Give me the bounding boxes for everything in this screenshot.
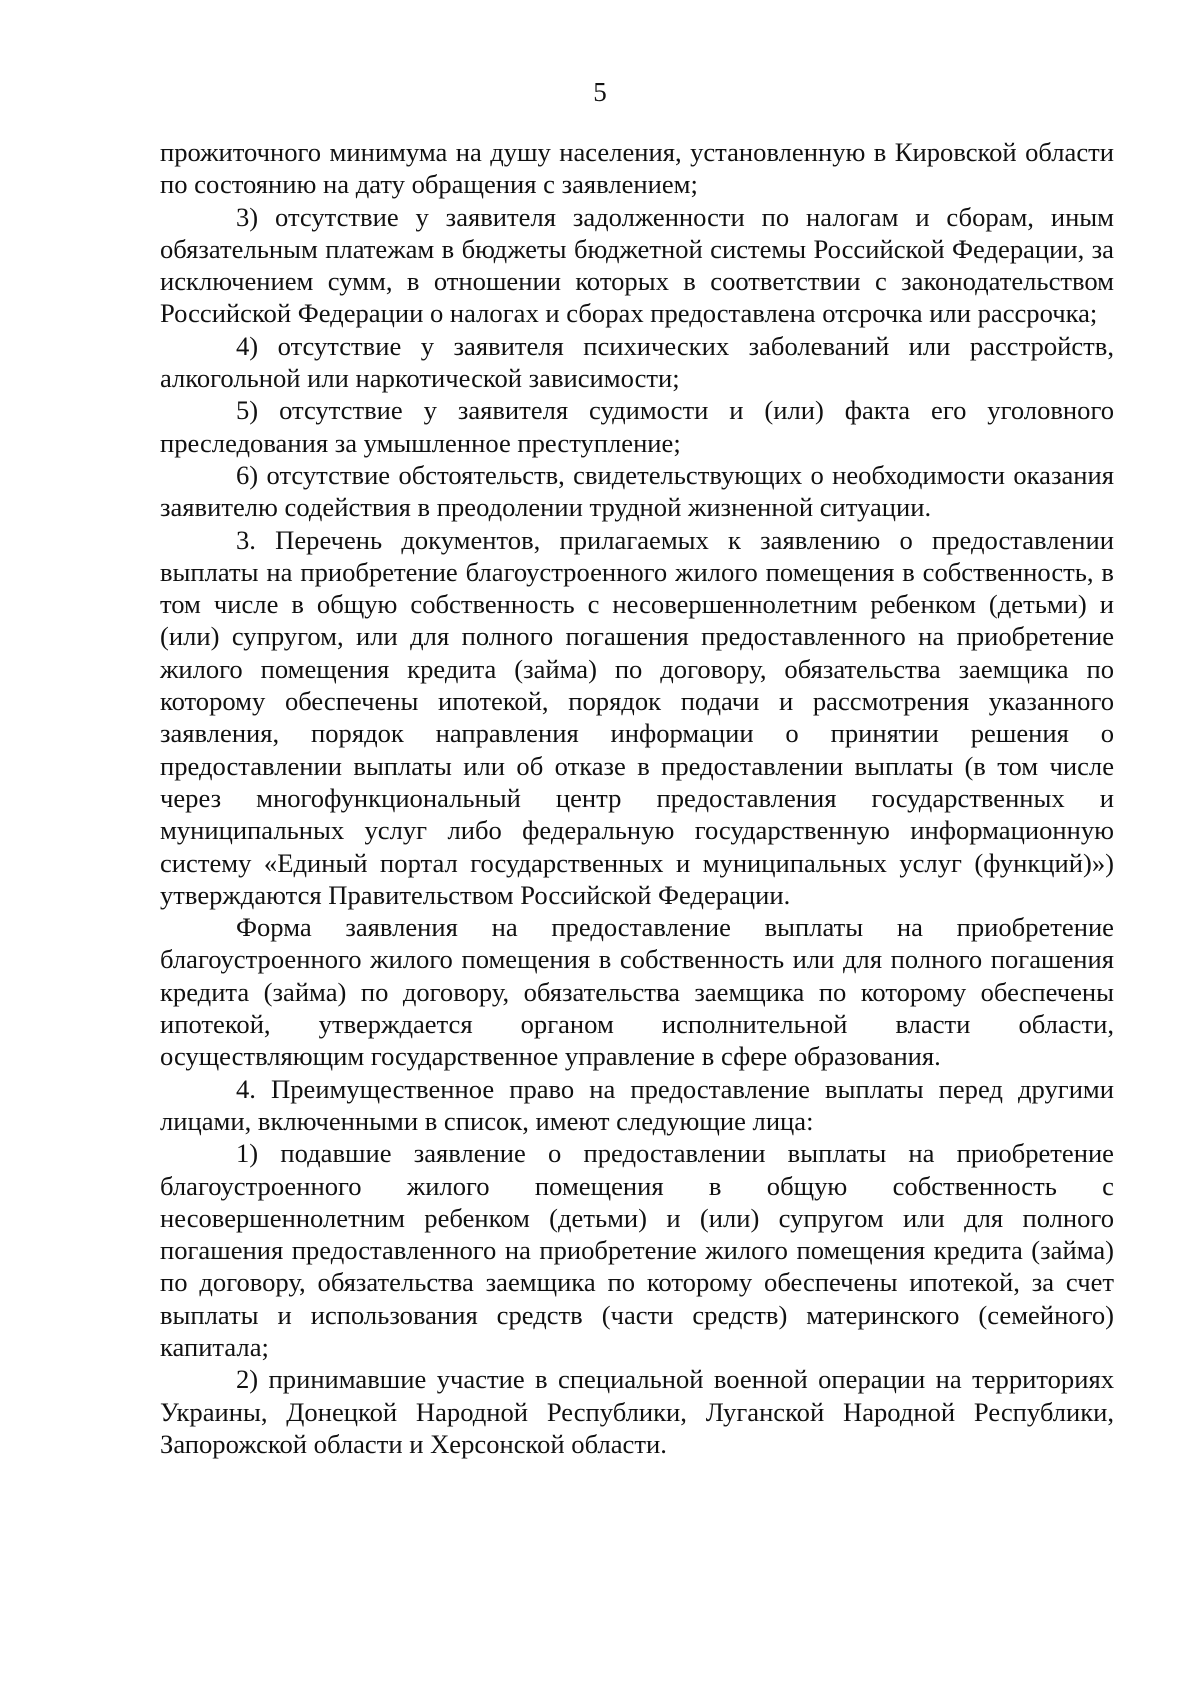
paragraph-application-form: Форма заявления на предоставление выплаты на приобретение благоустроенного жилого помещения в собственность или для полного погашения кредита (займа) по договору, обязательства заемщика по которому обеспечены ипотекой, утверждается органом исполнительной власти области, осуществляющим государственное управление в сфере образования. (160, 912, 1114, 1072)
paragraph-condition-5: 5) отсутствие у заявителя судимости и (или) факта его уголовного преследования за умышленное преступление; (160, 395, 1114, 458)
paragraph-condition-4: 4) отсутствие у заявителя психических заболеваний или расстройств, алкогольной или наркотической зависимости; (160, 330, 1114, 394)
paragraph-priority-1: 1) подавшие заявление о предоставлении выплаты на приобретение благоустроенного жилого помещения в общую собственность с несовершеннолетним ребенком (детьми) и (или) супругом или для полного погашения предоставленного на приобретение жилого помещения кредита (займа) по договору, обязательства заемщика по которому обеспечены ипотекой, за счет выплаты и использования средств (части средств) материнского (семейного) капитала; (160, 1138, 1114, 1362)
paragraph-condition-3: 3) отсутствие у заявителя задолженности по налогам и сборам, иным обязательным платежам в бюджеты бюджетной системы Российской Федерации, за исключением сумм, в отношении которых в соответствии с законодательством Российской Федерации о налогах и сборах предоставлена отсрочка или рассрочка; (160, 201, 1114, 329)
paragraph-condition-6: 6) отсутствие обстоятельств, свидетельствующих о необходимости оказания заявителю содействия в преодолении трудной жизненной ситуации. (160, 459, 1114, 523)
document-body (160, 136, 1114, 1460)
paragraph-section-4: 4. Преимущественное право на предоставление выплаты перед другими лицами, включенными в список, имеют следующие лица: (160, 1073, 1114, 1136)
page-number: 5 (593, 77, 607, 107)
paragraph-section-3: 3. Перечень документов, прилагаемых к заявлению о предоставлении выплаты на приобретение благоустроенного жилого помещения в собственность, в том числе в общую собственность с несовершеннолетним ребенком (детьми) и (или) супругом, или для полного погашения предоставленного на приобретение жилого помещения кредита (займа) по договору, обязательства заемщика по которому обеспечены ипотекой, порядок подачи и рассмотрения указанного заявления, порядок направления информации о принятии решения о предоставлении выплаты или об отказе в предоставлении выплаты (в том числе через многофункциональный центр предоставления государственных и муниципальных услуг либо федеральную государственную информационную систему «Единый портал государственных и муниципальных услуг (функций)») утверждаются Правительством Российской Федерации. (160, 524, 1114, 910)
paragraph-priority-2: 2) принимавшие участие в специальной военной операции на территориях Украины, Донецкой Народной Республики, Луганской Народной Республики, Запорожской области и Херсонской области. (160, 1364, 1114, 1459)
paragraph-continuation: прожиточного минимума на душу населения, установленную в Кировской области по состоянию на дату обращения с заявлением; (160, 137, 1114, 200)
